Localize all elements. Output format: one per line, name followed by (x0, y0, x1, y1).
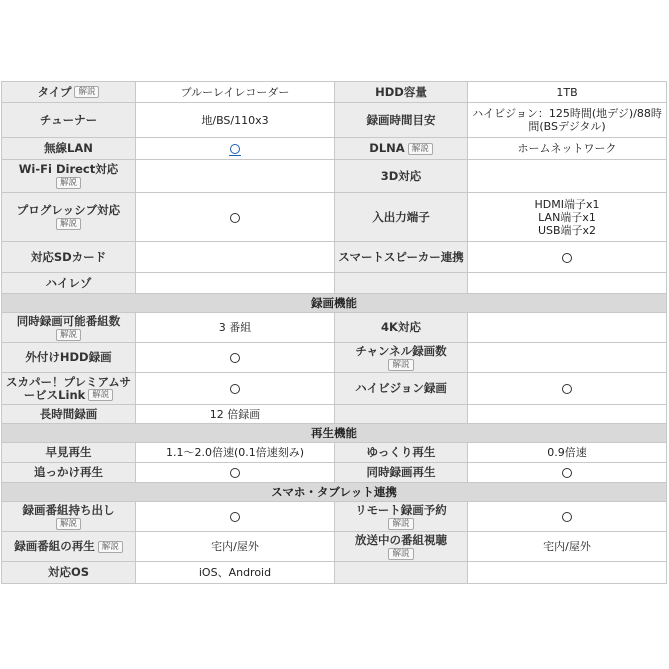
label-text: Wi-Fi Direct対応 (18, 162, 119, 176)
spec-row (2, 443, 667, 463)
supported-mark (230, 213, 240, 223)
explain-button[interactable]: 解説 (388, 548, 413, 560)
spec-row (2, 463, 667, 483)
label-text: タイプ (37, 84, 72, 99)
value-recording-time: ハイビジョン：125時間(地デジ)/88時間(BSデジタル) (468, 103, 667, 138)
label-text: チャンネル録画数 (355, 343, 447, 358)
label-external-hdd: 外付けHDD録画 (2, 343, 136, 373)
section-playback: 再生機能 (2, 424, 667, 443)
label-text: リモート録画予約 (355, 502, 447, 517)
value-4k (468, 313, 667, 343)
value-3d (468, 160, 667, 193)
label-4k: 4K対応 (335, 313, 468, 343)
label-text: 同時録画可能番組数 (16, 313, 121, 328)
value-hi-res (136, 273, 335, 294)
value-channel-rec (468, 343, 667, 373)
label-text: スカパー！プレミアムサービスLink (5, 374, 131, 402)
value-type: ブルーレイレコーダー (136, 82, 335, 103)
supported-mark (562, 253, 572, 263)
label-skyperfect-link (2, 373, 136, 405)
value-empty (468, 405, 667, 424)
label-live-viewing (335, 532, 468, 562)
spec-row (2, 160, 667, 193)
explain-button[interactable]: 解説 (88, 389, 113, 401)
label-hi-res: ハイレゾ (2, 273, 136, 294)
label-io-terminals: 入出力端子 (335, 193, 468, 242)
value-empty (468, 273, 667, 294)
value-hd-recording (468, 373, 667, 405)
value-progressive (136, 193, 335, 242)
label-empty (335, 405, 468, 424)
value-long-rec: 12 倍録画 (136, 405, 335, 424)
label-remote-rec (335, 502, 468, 532)
value-tuner: 地/BS/110x3 (136, 103, 335, 138)
spec-row (2, 532, 667, 562)
value-skyperfect-link (136, 373, 335, 405)
value-sd-card (136, 242, 335, 273)
label-text: 録画番組の再生 (14, 539, 95, 553)
label-3d: 3D対応 (335, 160, 468, 193)
explain-button[interactable]: 解説 (388, 518, 413, 530)
value-rec-playback: 宅内/屋外 (136, 532, 335, 562)
label-channel-rec (335, 343, 468, 373)
value-supported-os: iOS、Android (136, 562, 335, 584)
label-simultaneous-rec (2, 313, 136, 343)
value-smart-speaker (468, 242, 667, 273)
explain-button[interactable]: 解説 (56, 518, 81, 530)
value-wifi-direct (136, 160, 335, 193)
label-empty (335, 273, 468, 294)
io-line: USB端子x2 (537, 223, 597, 237)
label-text: DLNA (369, 141, 405, 155)
io-line: HDMI端子x1 (534, 197, 600, 211)
label-progressive (2, 193, 136, 242)
value-fast-play: 1.1〜2.0倍速(0.1倍速刻み) (136, 443, 335, 463)
value-hdd-capacity: 1TB (468, 82, 667, 103)
label-supported-os: 対応OS (2, 562, 136, 584)
section-recording: 録画機能 (2, 294, 667, 313)
supported-mark (230, 353, 240, 363)
value-wireless-lan (136, 138, 335, 160)
explain-button[interactable]: 解説 (408, 143, 433, 155)
label-simul-rec-play: 同時録画再生 (335, 463, 468, 483)
explain-button[interactable]: 解説 (56, 329, 81, 341)
label-fast-play: 早見再生 (2, 443, 136, 463)
explain-button[interactable]: 解説 (388, 359, 413, 371)
value-simul-rec-play (468, 463, 667, 483)
label-dlna (335, 138, 468, 160)
spec-row (2, 82, 667, 103)
label-empty (335, 562, 468, 584)
label-wireless-lan: 無線LAN (2, 138, 136, 160)
spec-table (1, 81, 667, 590)
link-underline (229, 155, 241, 156)
value-chase-play (136, 463, 335, 483)
explain-button[interactable]: 解説 (56, 177, 81, 189)
spec-row (2, 138, 667, 160)
label-smart-speaker: スマートスピーカー連携 (335, 242, 468, 273)
spec-row (2, 242, 667, 273)
spec-row (2, 502, 667, 532)
spec-row (2, 373, 667, 405)
label-tuner: チューナー (2, 103, 136, 138)
label-slow-play: ゆっくり再生 (335, 443, 468, 463)
label-chase-play: 追っかけ再生 (2, 463, 136, 483)
label-hdd-capacity: HDD容量 (335, 82, 468, 103)
value-simultaneous-rec: 3 番組 (136, 313, 335, 343)
spec-row (2, 313, 667, 343)
supported-mark (562, 468, 572, 478)
section-row (2, 294, 667, 313)
label-text: プログレッシブ対応 (16, 203, 121, 217)
label-long-rec: 長時間録画 (2, 405, 136, 424)
value-empty (468, 562, 667, 584)
value-slow-play: 0.9倍速 (468, 443, 667, 463)
value-io-terminals (468, 193, 667, 242)
supported-mark (230, 468, 240, 478)
supported-mark (562, 384, 572, 394)
explain-button[interactable]: 解説 (56, 218, 81, 230)
explain-button[interactable]: 解説 (74, 86, 99, 98)
value-dlna: ホームネットワーク (468, 138, 667, 160)
explain-button[interactable]: 解説 (98, 541, 123, 553)
table-tail-cell (2, 584, 667, 590)
table-tail (2, 584, 667, 590)
label-take-out (2, 502, 136, 532)
value-take-out (136, 502, 335, 532)
label-text: 録画番組持ち出し (22, 502, 115, 517)
label-recording-time: 録画時間目安 (335, 103, 468, 138)
io-line: LAN端子x1 (538, 210, 596, 224)
supported-mark[interactable] (230, 144, 240, 154)
value-live-viewing: 宅内/屋外 (468, 532, 667, 562)
spec-row (2, 562, 667, 584)
label-hd-recording: ハイビジョン録画 (335, 373, 468, 405)
section-row (2, 483, 667, 502)
label-wifi-direct (2, 160, 136, 193)
spec-row (2, 193, 667, 242)
value-external-hdd (136, 343, 335, 373)
label-type (2, 82, 136, 103)
value-remote-rec (468, 502, 667, 532)
supported-mark (562, 512, 572, 522)
spec-row (2, 273, 667, 294)
spec-row (2, 405, 667, 424)
label-rec-playback (2, 532, 136, 562)
spec-row (2, 343, 667, 373)
section-smartphone: スマホ・タブレット連携 (2, 483, 667, 502)
spec-row (2, 103, 667, 138)
section-row (2, 424, 667, 443)
supported-mark (230, 384, 240, 394)
label-sd-card: 対応SDカード (2, 242, 136, 273)
label-text: 放送中の番組視聴 (355, 532, 447, 547)
supported-mark (230, 512, 240, 522)
